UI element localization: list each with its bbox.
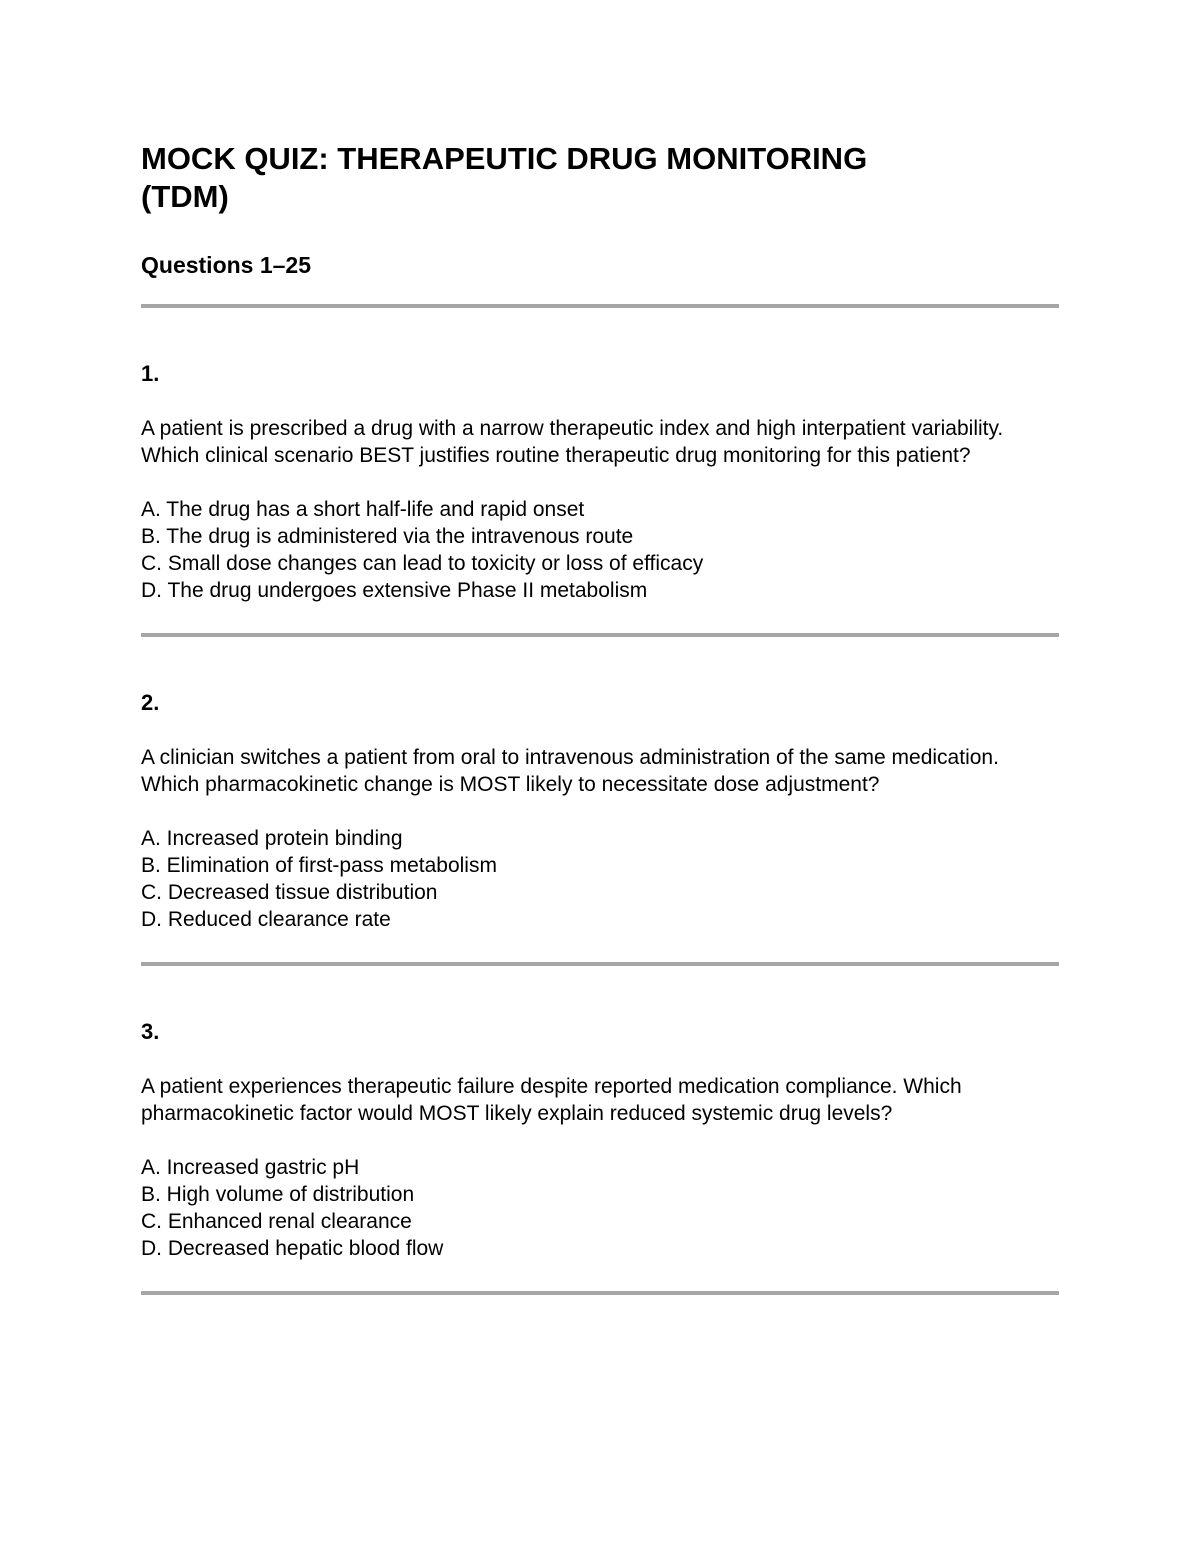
answer-options — [141, 496, 1059, 604]
page-title-line1: MOCK QUIZ: THERAPEUTIC DRUG MONITORING — [141, 141, 868, 176]
document-page — [141, 140, 1059, 1295]
answer-option-d: D. Decreased hepatic blood flow — [141, 1237, 444, 1260]
answer-option-a: A. The drug has a short half-life and rapid onset — [141, 498, 585, 521]
answer-option-c: C. Small dose changes can lead to toxicity or loss of efficacy — [141, 552, 704, 575]
answer-option-d: D. Reduced clearance rate — [141, 908, 391, 931]
answer-option-d: D. The drug undergoes extensive Phase II metabolism — [141, 579, 648, 602]
question-3 — [141, 966, 1059, 1295]
answer-option-a: A. Increased gastric pH — [141, 1156, 360, 1179]
question-stem: A patient experiences therapeutic failure despite reported medication compliance. Which pharmacokinetic factor would MOST likely explain reduced systemic drug levels? — [141, 1075, 962, 1125]
answer-option-c: C. Enhanced renal clearance — [141, 1210, 412, 1233]
page-title-line2: (TDM) — [141, 179, 229, 214]
question-stem: A clinician switches a patient from oral to intravenous administration of the same medication. Which pharmacokinetic change is MOST likely to necessitate dose adjustment? — [141, 746, 999, 796]
answer-options — [141, 825, 1059, 933]
question-stem: A patient is prescribed a drug with a narrow therapeutic index and high interpatient variability. Which clinical scenario BEST justifies routine therapeutic drug monitoring for this patient? — [141, 417, 1004, 467]
divider — [141, 1291, 1059, 1295]
question-1 — [141, 308, 1059, 637]
question-number: 2. — [141, 690, 160, 715]
page-title — [141, 140, 1059, 216]
answer-option-a: A. Increased protein binding — [141, 827, 403, 850]
page-subtitle: Questions 1–25 — [141, 252, 312, 278]
question-number: 1. — [141, 361, 160, 386]
answer-option-b: B. The drug is administered via the intravenous route — [141, 525, 634, 548]
question-2 — [141, 637, 1059, 966]
answer-option-b: B. Elimination of first-pass metabolism — [141, 854, 497, 877]
question-number: 3. — [141, 1019, 160, 1044]
answer-option-c: C. Decreased tissue distribution — [141, 881, 438, 904]
answer-options — [141, 1154, 1059, 1262]
answer-option-b: B. High volume of distribution — [141, 1183, 415, 1206]
